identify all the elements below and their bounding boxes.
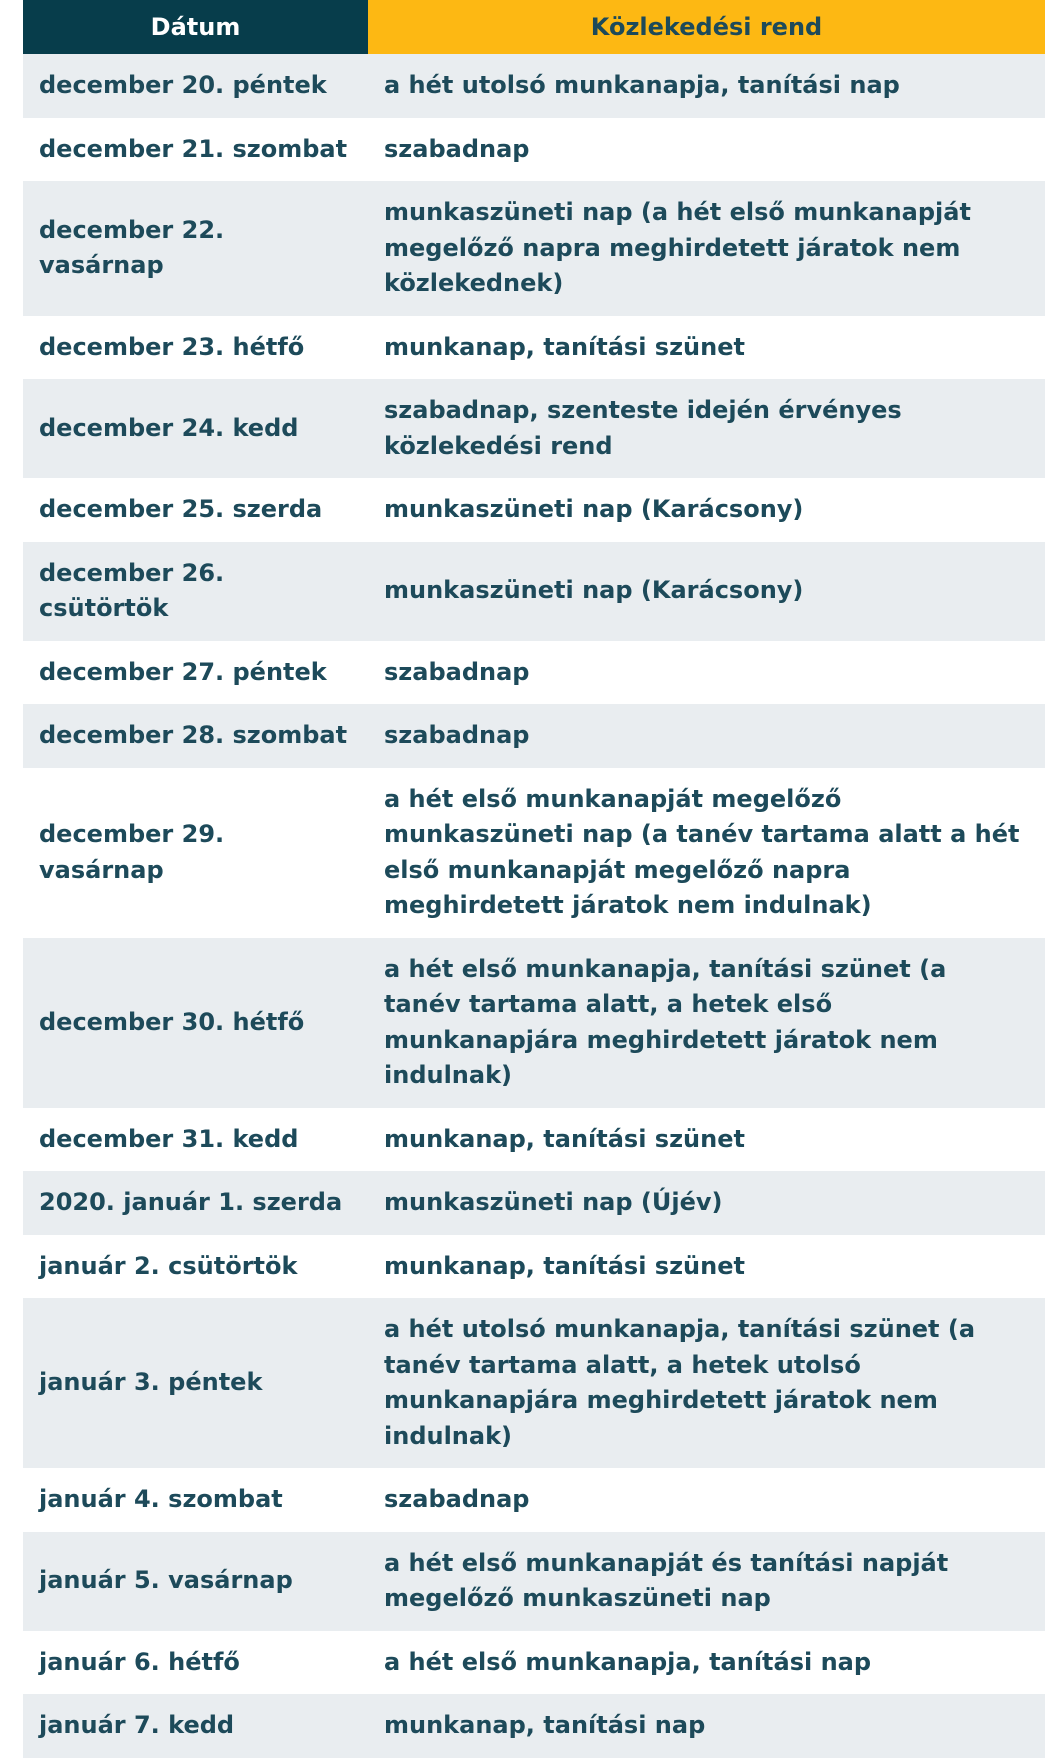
rule-cell: szabadnap (368, 641, 1045, 705)
date-cell: december 26. csütörtök (23, 542, 368, 641)
table-row (23, 379, 1045, 478)
rule-cell: a hét utolsó munkanapja, tanítási nap (368, 54, 1045, 118)
schedule-table-container (23, 0, 1045, 1758)
rule-cell: munkaszüneti nap (Karácsony) (368, 478, 1045, 542)
date-cell: január 4. szombat (23, 1468, 368, 1532)
rule-cell: a hét első munkanapja, tanítási nap (368, 1631, 1045, 1695)
date-cell: január 7. kedd (23, 1694, 368, 1758)
table-row (23, 316, 1045, 380)
rule-cell: szabadnap (368, 118, 1045, 182)
table-row (23, 1694, 1045, 1758)
date-cell: december 31. kedd (23, 1108, 368, 1172)
table-header-row (23, 0, 1045, 54)
rule-cell: munkaszüneti nap (Újév) (368, 1171, 1045, 1235)
table-row (23, 1298, 1045, 1468)
table-row (23, 768, 1045, 938)
column-header-rule: Közlekedési rend (368, 0, 1045, 54)
holiday-schedule-table (23, 0, 1045, 1758)
column-header-date: Dátum (23, 0, 368, 54)
date-cell: december 27. péntek (23, 641, 368, 705)
date-cell: december 21. szombat (23, 118, 368, 182)
date-cell: január 6. hétfő (23, 1631, 368, 1695)
table-row (23, 478, 1045, 542)
rule-cell: a hét első munkanapját és tanítási napját megelőző munkaszüneti nap (368, 1532, 1045, 1631)
table-row (23, 1171, 1045, 1235)
rule-cell: munkanap, tanítási nap (368, 1694, 1045, 1758)
table-row (23, 542, 1045, 641)
date-cell: december 28. szombat (23, 704, 368, 768)
rule-cell: a hét utolsó munkanapja, tanítási szünet (a tanév tartama alatt, a hetek utolsó munkanapjára meghirdetett járatok nem indulnak) (368, 1298, 1045, 1468)
date-cell: december 20. péntek (23, 54, 368, 118)
table-row (23, 1631, 1045, 1695)
date-cell: 2020. január 1. szerda (23, 1171, 368, 1235)
table-row (23, 118, 1045, 182)
rule-cell: munkanap, tanítási szünet (368, 1108, 1045, 1172)
date-cell: december 22. vasárnap (23, 181, 368, 316)
date-cell: december 29. vasárnap (23, 768, 368, 938)
date-cell: december 25. szerda (23, 478, 368, 542)
rule-cell: munkanap, tanítási szünet (368, 316, 1045, 380)
rule-cell: munkaszüneti nap (Karácsony) (368, 542, 1045, 641)
date-cell: január 3. péntek (23, 1298, 368, 1468)
date-cell: december 23. hétfő (23, 316, 368, 380)
rule-cell: a hét első munkanapja, tanítási szünet (a tanév tartama alatt, a hetek első munkanapjára meghirdetett járatok nem indulnak) (368, 938, 1045, 1108)
table-row (23, 181, 1045, 316)
table-row (23, 641, 1045, 705)
rule-cell: szabadnap (368, 704, 1045, 768)
rule-cell: a hét első munkanapját megelőző munkaszüneti nap (a tanév tartama alatt a hét első munkanapját megelőző napra meghirdetett járatok nem indulnak) (368, 768, 1045, 938)
table-row (23, 1468, 1045, 1532)
date-cell: január 5. vasárnap (23, 1532, 368, 1631)
date-cell: december 24. kedd (23, 379, 368, 478)
rule-cell: szabadnap (368, 1468, 1045, 1532)
date-cell: január 2. csütörtök (23, 1235, 368, 1299)
table-row (23, 1108, 1045, 1172)
table-row (23, 1532, 1045, 1631)
rule-cell: szabadnap, szenteste idején érvényes közlekedési rend (368, 379, 1045, 478)
rule-cell: munkaszüneti nap (a hét első munkanapját megelőző napra meghirdetett járatok nem közlekednek) (368, 181, 1045, 316)
date-cell: december 30. hétfő (23, 938, 368, 1108)
table-row (23, 938, 1045, 1108)
table-row (23, 54, 1045, 118)
rule-cell: munkanap, tanítási szünet (368, 1235, 1045, 1299)
table-row (23, 1235, 1045, 1299)
table-row (23, 704, 1045, 768)
